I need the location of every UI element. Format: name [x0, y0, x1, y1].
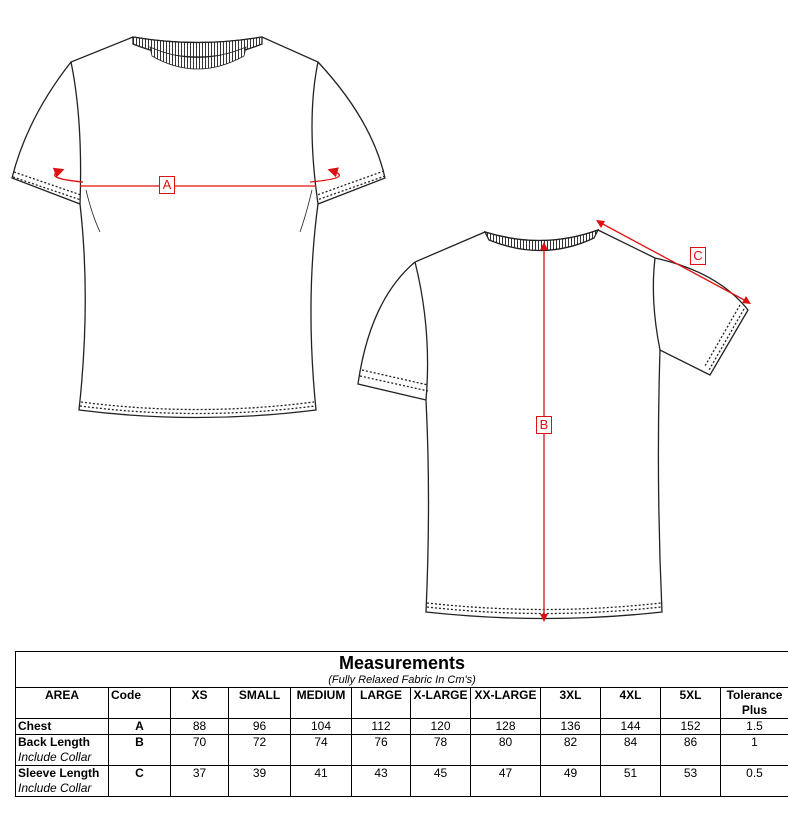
cell-value: 96	[229, 719, 291, 735]
cell-value: 88	[171, 719, 229, 735]
cell-value: 120	[411, 719, 471, 735]
sleeve-code-label: C	[690, 247, 706, 265]
cell-value: 78	[411, 735, 471, 751]
cell-value: 80	[471, 735, 541, 751]
cell-value: 136	[541, 719, 601, 735]
row-code: B	[109, 735, 171, 751]
cell-value: 82	[541, 735, 601, 751]
cell-value: 84	[601, 735, 661, 751]
cell-value: 39	[229, 766, 291, 782]
header-tolerance-plus: Plus	[721, 703, 788, 719]
cell-value: 74	[291, 735, 352, 751]
cell-value: 104	[291, 719, 352, 735]
table-row	[16, 766, 788, 782]
header-size-3xl: 3XL	[541, 688, 601, 704]
cell-value: 47	[471, 766, 541, 782]
row-area: Sleeve Length	[16, 766, 109, 782]
cell-value: 152	[661, 719, 721, 735]
cell-value: 41	[291, 766, 352, 782]
cell-value: 112	[352, 719, 411, 735]
front-tshirt	[12, 37, 385, 418]
table-row	[16, 719, 788, 735]
cell-value: 144	[601, 719, 661, 735]
header-size-xs: XS	[171, 688, 229, 704]
header-size-5xl: 5XL	[661, 688, 721, 704]
table-row	[16, 735, 788, 751]
cell-value: 43	[352, 766, 411, 782]
cell-value: 70	[171, 735, 229, 751]
row-area: Back Length	[16, 735, 109, 751]
cell-value: 76	[352, 735, 411, 751]
header-size-small: SMALL	[229, 688, 291, 704]
chest-code-label: A	[159, 176, 175, 194]
row-note: Include Collar	[16, 781, 109, 797]
cell-value: 49	[541, 766, 601, 782]
cell-value: 37	[171, 766, 229, 782]
header-size-xlarge: X-LARGE	[411, 688, 471, 704]
cell-tolerance: 1	[721, 735, 788, 751]
cell-value: 72	[229, 735, 291, 751]
measurements-table	[15, 651, 788, 797]
back-length-code-label: B	[536, 416, 552, 434]
cell-value: 51	[601, 766, 661, 782]
header-code: Code	[109, 688, 171, 704]
row-note: Include Collar	[16, 750, 109, 766]
header-size-xxlarge: XX-LARGE	[471, 688, 541, 704]
cell-value: 128	[471, 719, 541, 735]
row-area: Chest	[16, 719, 109, 735]
cell-value: 45	[411, 766, 471, 782]
cell-tolerance: 0.5	[721, 766, 788, 782]
header-area: AREA	[16, 688, 109, 704]
table-subtitle: (Fully Relaxed Fabric In Cm's)	[16, 674, 788, 688]
cell-value: 86	[661, 735, 721, 751]
header-size-large: LARGE	[352, 688, 411, 704]
header-size-4xl: 4XL	[601, 688, 661, 704]
table-title: Measurements	[16, 652, 788, 675]
header-tolerance: Tolerance	[721, 688, 788, 704]
row-code: A	[109, 719, 171, 735]
header-size-medium: MEDIUM	[291, 688, 352, 704]
back-tshirt	[358, 230, 748, 619]
cell-tolerance: 1.5	[721, 719, 788, 735]
cell-value: 53	[661, 766, 721, 782]
row-code: C	[109, 766, 171, 782]
